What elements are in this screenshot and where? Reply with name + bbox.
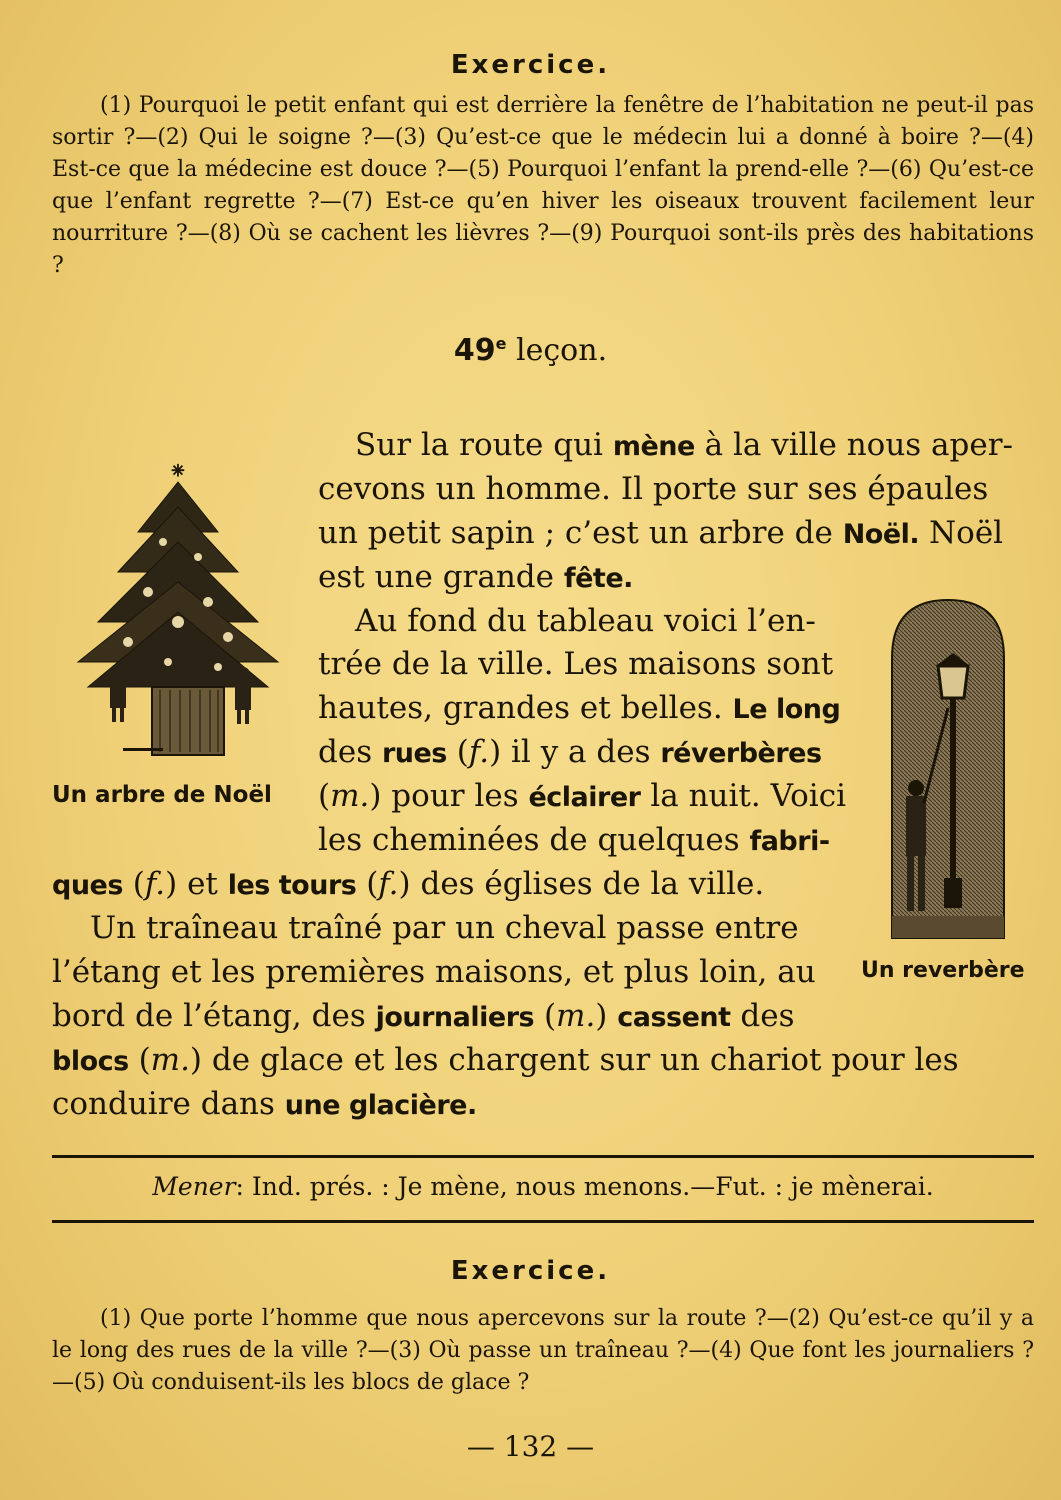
gender-abbrev: f. xyxy=(144,866,166,902)
christmas-tree-illustration xyxy=(68,462,288,772)
lesson-line xyxy=(318,511,1003,557)
text-run: ( xyxy=(122,866,145,902)
gender-abbrev: f. xyxy=(378,866,399,902)
exercise-1-heading: Exercice. xyxy=(450,50,611,80)
conjugation-top-rule xyxy=(52,1155,1034,1158)
lesson-word: leçon. xyxy=(516,333,608,368)
text-run: ) il y a des xyxy=(489,734,661,770)
keyword: les tours xyxy=(227,870,357,901)
keyword: rues xyxy=(381,738,447,769)
lesson-line xyxy=(355,423,1013,469)
text-run: ( xyxy=(128,1042,151,1078)
keyword: fête. xyxy=(563,563,633,594)
exercise-1-text xyxy=(52,90,1034,282)
svg-text:✳: ✳ xyxy=(171,462,185,480)
text-run: cevons un homme. Il porte sur ses épaules xyxy=(318,471,989,507)
lesson-line xyxy=(318,642,833,686)
lesson-line xyxy=(52,862,764,908)
lesson-line xyxy=(52,950,816,994)
conjugation-forms: : Ind. prés. : Je mène, nous menons.—Fut. : je mènerai. xyxy=(235,1172,934,1201)
exercise-2-heading: Exercice. xyxy=(450,1256,611,1286)
keyword: fabri- xyxy=(749,826,830,857)
lesson-line xyxy=(52,1038,959,1084)
lesson-title xyxy=(0,333,1061,368)
keyword: ques xyxy=(52,870,123,901)
keyword: blocs xyxy=(52,1046,129,1077)
lesson-line xyxy=(355,599,816,643)
text-run: ( xyxy=(534,998,557,1034)
gender-abbrev: m. xyxy=(556,998,596,1034)
keyword: journaliers xyxy=(375,1002,535,1033)
text-run: conduire dans xyxy=(52,1086,285,1122)
exercise-1-questions: (1) Pourquoi le petit enfant qui est derrière la fenêtre de l’habitation ne peut-il pas sortir ?—(2) Qui le soigne ?—(3) Qu’est-ce que le médecin lui a donné à boire ?—(4) Est-ce que la médecine est douce ?—(5) Pourquoi l’enfant la prend-elle ?—(6) Qu’est-ce que l’enfant regrette ?—(7) Est-ce qu’en hiver les oiseaux trouvent facilement leur nourriture ?—(8) Où se cachent les lièvres ?—(9) Pourquoi sont-ils près des habitations ? xyxy=(52,93,1034,278)
conjugation-bottom-rule xyxy=(52,1220,1034,1223)
text-run: Noël xyxy=(919,515,1004,551)
lesson-line xyxy=(52,994,795,1040)
text-run: ( xyxy=(446,734,469,770)
street-lamp-illustration xyxy=(888,598,1008,943)
text-run: ) xyxy=(595,998,618,1034)
gender-abbrev: f. xyxy=(468,734,490,770)
text-run: ) de glace et les chargent sur un chariot pour les xyxy=(189,1042,959,1078)
keyword: une glacière. xyxy=(284,1090,477,1121)
text-run: des xyxy=(318,734,382,770)
text-run: les cheminées de quelques xyxy=(318,822,750,858)
exercise-2-questions: (1) Que porte l’homme que nous apercevons sur la route ?—(2) Qu’est-ce qu’il y a le long des rues de la ville ?—(3) Où passe un traîneau ?—(4) Que font les journaliers ?—(5) Où conduisent-ils les blocs de glace ? xyxy=(52,1306,1034,1395)
text-run: hautes, grandes et belles. xyxy=(318,690,733,726)
text-run: ( xyxy=(356,866,379,902)
lesson-line xyxy=(318,818,830,864)
text-run: trée de la ville. Les maisons sont xyxy=(318,646,834,682)
keyword: cassent xyxy=(617,1002,731,1033)
keyword: éclairer xyxy=(528,782,641,813)
keyword: Noël. xyxy=(842,519,920,550)
lesson-line xyxy=(52,1082,477,1128)
text-run: ) des églises de la ville. xyxy=(398,866,765,902)
keyword: réverbères xyxy=(660,738,822,769)
text-run: est une grande xyxy=(318,559,564,595)
text-run: à la ville nous aper- xyxy=(694,427,1014,463)
text-run: un petit sapin ; c’est un arbre de xyxy=(318,515,843,551)
lesson-line xyxy=(318,555,633,601)
lesson-line xyxy=(318,686,840,732)
text-run: ) et xyxy=(165,866,228,902)
conjugation-note xyxy=(52,1172,1034,1201)
conjugation-verb: Mener xyxy=(152,1172,236,1201)
keyword: Le long xyxy=(732,694,841,725)
lamp-caption: Un reverbère xyxy=(861,958,1025,983)
text-run: des xyxy=(730,998,795,1034)
exercise-2-text xyxy=(52,1303,1034,1399)
gender-abbrev: m. xyxy=(150,1042,190,1078)
gender-abbrev: m. xyxy=(330,778,370,814)
lesson-number: 49 xyxy=(453,333,496,368)
page-number: — 132 — xyxy=(466,1430,595,1463)
lesson-line xyxy=(90,906,799,950)
text-run: ( xyxy=(318,778,331,814)
lesson-line xyxy=(318,774,846,820)
text-run: bord de l’étang, des xyxy=(52,998,376,1034)
text-run: la nuit. Voici xyxy=(640,778,846,814)
text-run: Sur la route qui xyxy=(355,427,613,463)
text-run: ) pour les xyxy=(369,778,529,814)
keyword: mène xyxy=(612,431,695,462)
lesson-line xyxy=(318,467,988,511)
text-run: Un traîneau traîné par un cheval passe entre xyxy=(90,910,799,946)
tree-caption: Un arbre de Noël xyxy=(52,782,272,808)
lesson-line xyxy=(318,730,822,776)
text-run: Au fond du tableau voici l’en- xyxy=(355,603,816,639)
lesson-number-suffix: e xyxy=(495,334,507,353)
text-run: l’étang et les premières maisons, et plus loin, au xyxy=(52,954,816,990)
